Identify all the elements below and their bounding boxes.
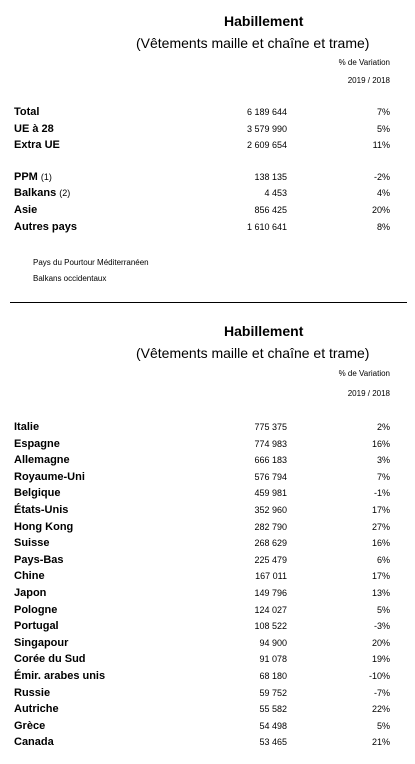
- table-row: [0, 139, 415, 154]
- row-value: 167 011: [255, 571, 287, 582]
- footnote-2: Balkans occidentaux: [33, 274, 107, 283]
- table-row: [0, 487, 415, 502]
- row-percent: 21%: [371, 737, 390, 748]
- row-label: Royaume-Uni: [14, 470, 85, 483]
- table-row: [0, 703, 415, 718]
- table-row: [0, 687, 415, 702]
- row-percent: 20%: [371, 637, 390, 648]
- table-row: [0, 123, 415, 138]
- row-value: 3 579 990: [246, 124, 287, 134]
- table-row: [0, 454, 415, 469]
- row-percent: 2%: [376, 422, 390, 432]
- row-value: 108 522: [254, 621, 287, 632]
- row-label: Portugal: [14, 620, 59, 633]
- table-row: [0, 204, 415, 219]
- table-row: [0, 637, 415, 652]
- row-label: Grèce: [14, 719, 46, 732]
- row-label: PPM (1): [14, 171, 52, 183]
- row-percent: 11%: [372, 140, 390, 150]
- table-row: [0, 221, 415, 236]
- row-percent: 19%: [371, 654, 390, 665]
- row-value: 4 453: [264, 188, 287, 198]
- row-label: Canada: [14, 736, 54, 749]
- row-label: Chine: [14, 570, 45, 583]
- table-row: [0, 587, 415, 602]
- row-label: UE à 28: [14, 123, 54, 135]
- row-value: 138 135: [254, 172, 287, 182]
- table-row: [0, 653, 415, 668]
- row-value: 775 375: [254, 422, 287, 432]
- table-row: [0, 438, 415, 453]
- row-label: Belgique: [14, 487, 61, 500]
- row-label: Corée du Sud: [14, 653, 86, 666]
- table-row: [0, 187, 415, 202]
- row-percent: -1%: [373, 488, 390, 499]
- section1-subtitle: (Vêtements maille et chaîne et trame): [136, 35, 370, 51]
- row-value: 59 752: [259, 687, 287, 698]
- row-value: 91 078: [259, 654, 287, 665]
- row-percent: 5%: [376, 124, 390, 134]
- row-label: Hong Kong: [14, 520, 74, 533]
- row-percent: 6%: [376, 554, 390, 565]
- section2-title: Habillement: [224, 323, 304, 339]
- row-label: Pays-Bas: [14, 553, 64, 566]
- table-row: [0, 106, 415, 121]
- row-value: 225 479: [254, 554, 287, 565]
- row-label: Russie: [14, 686, 51, 699]
- row-label: Allemagne: [14, 454, 70, 467]
- table-row: [0, 620, 415, 635]
- row-percent: 22%: [371, 704, 390, 715]
- row-value: 94 900: [259, 637, 287, 648]
- row-value: 282 790: [254, 521, 287, 532]
- row-percent: -7%: [373, 687, 390, 698]
- row-label: Balkans (2): [14, 187, 71, 199]
- row-percent: 8%: [376, 222, 390, 232]
- row-percent: 7%: [376, 107, 390, 117]
- row-label: Suisse: [14, 537, 50, 550]
- table-row: [0, 736, 415, 751]
- row-percent: 17%: [371, 505, 390, 515]
- row-percent: 20%: [371, 205, 390, 215]
- row-value: 54 498: [259, 720, 287, 731]
- row-value: 352 960: [254, 505, 287, 515]
- row-label: Autriche: [14, 703, 59, 716]
- row-value: 268 629: [254, 538, 287, 549]
- row-label: Espagne: [14, 437, 60, 450]
- footnote-1: Pays du Pourtour Méditerranéen: [33, 258, 149, 267]
- section2-period: 2019 / 2018: [347, 389, 390, 398]
- row-value: 774 983: [254, 438, 287, 449]
- section1-title: Habillement: [224, 13, 304, 29]
- row-percent: -2%: [373, 172, 390, 182]
- table-row: [0, 521, 415, 536]
- table-row: [0, 670, 415, 685]
- row-label: Autres pays: [14, 221, 77, 233]
- row-value: 666 183: [254, 455, 287, 466]
- row-value: 55 582: [259, 704, 287, 715]
- row-label: Japon: [14, 587, 47, 599]
- table-row: [0, 171, 415, 186]
- row-value: 124 027: [254, 604, 287, 615]
- row-label: Total: [14, 106, 40, 118]
- row-value: 6 189 644: [246, 107, 287, 117]
- row-label: Singapour: [14, 636, 69, 649]
- row-value: 2 609 654: [246, 140, 287, 150]
- table-row: [0, 421, 415, 436]
- section-divider: [10, 302, 407, 303]
- row-value: 149 796: [254, 588, 287, 598]
- section2-subtitle: (Vêtements maille et chaîne et trame): [136, 345, 370, 361]
- section1-period: 2019 / 2018: [347, 76, 390, 85]
- row-percent: 7%: [376, 471, 390, 482]
- row-value: 459 981: [254, 488, 287, 499]
- row-value: 53 465: [259, 737, 287, 748]
- row-percent: 17%: [371, 571, 390, 582]
- row-percent: -10%: [368, 671, 390, 681]
- table-row: [0, 604, 415, 619]
- row-percent: 16%: [371, 538, 390, 549]
- row-value: 576 794: [254, 471, 287, 482]
- table-row: [0, 471, 415, 486]
- row-label: Émir. arabes unis: [14, 670, 106, 682]
- table-row: [0, 570, 415, 585]
- row-percent: 5%: [376, 720, 390, 731]
- row-value: 856 425: [254, 205, 287, 215]
- row-value: 1 610 641: [246, 222, 287, 232]
- row-percent: 3%: [376, 455, 390, 466]
- row-label: États-Unis: [14, 504, 69, 516]
- row-percent: -3%: [373, 621, 390, 632]
- row-label: Pologne: [14, 603, 58, 616]
- row-value: 68 180: [259, 671, 287, 681]
- row-percent: 16%: [371, 438, 390, 449]
- row-percent: 13%: [371, 588, 390, 598]
- table-row: [0, 537, 415, 552]
- table-row: [0, 504, 415, 519]
- row-percent: 5%: [376, 604, 390, 615]
- row-label: Asie: [14, 204, 38, 216]
- row-label: Italie: [14, 421, 40, 433]
- table-row: [0, 554, 415, 569]
- section2-variation-label: % de Variation: [338, 369, 390, 378]
- section1-variation-label: % de Variation: [338, 58, 390, 67]
- table-row: [0, 720, 415, 735]
- row-percent: 4%: [376, 188, 390, 198]
- row-label: Extra UE: [14, 139, 60, 151]
- row-percent: 27%: [371, 521, 390, 532]
